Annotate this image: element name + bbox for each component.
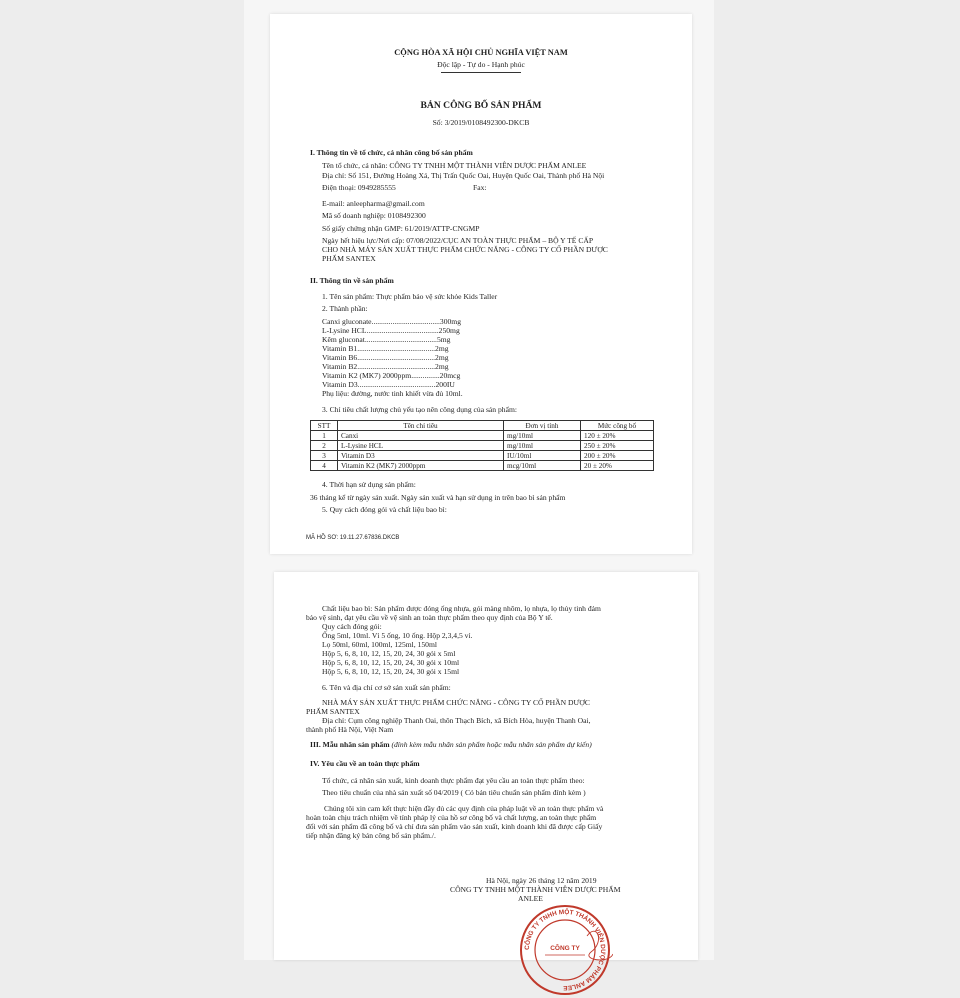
ingredient-row: Vitamin D3.........................................200IU (322, 380, 455, 389)
section-3-heading: III. Mẫu nhãn sản phẩm (đính kèm mẫu nhãn sản phẩm hoặc mẫu nhãn sản phẩm dự kiến) (310, 740, 592, 749)
org-phone: Điện thoại: 0949285555 (322, 183, 396, 192)
table-row (311, 441, 654, 451)
manufacturer-line: Địa chỉ: Cụm công nghiệp Thanh Oai, thôn Thạch Bích, xã Bích Hòa, huyện Thanh Oai, (322, 716, 591, 725)
table-cell: 3 (311, 451, 338, 461)
company-seal-stamp (517, 902, 613, 998)
table-header-cell: STT (311, 421, 338, 431)
signature-date: Hà Nội, ngày 26 tháng 12 năm 2019 (486, 876, 597, 885)
table-row (311, 461, 654, 471)
manufacturer-line: thành phố Hà Nội, Việt Nam (306, 725, 394, 734)
commitment-line: hoàn toàn chịu trách nhiệm về tính pháp lý của hồ sơ công bố và chất lượng, an toàn thực phẩm (306, 813, 597, 822)
signature-company-line-2: ANLEE (518, 894, 543, 903)
org-tax-code: Mã số doanh nghiệp: 0108492300 (322, 211, 426, 220)
ingredient-row: Kẽm gluconat......................................5mg (322, 335, 451, 344)
table-cell: 200 ± 20% (581, 451, 654, 461)
org-email: E-mail: anleepharma@gmail.com (322, 199, 425, 208)
document-page-2 (274, 572, 698, 992)
ingredient-row: Vitamin B1.........................................2mg (322, 344, 449, 353)
table-header-cell: Tên chỉ tiêu (338, 421, 504, 431)
table-cell: Vitamin D3 (338, 451, 504, 461)
table-header-cell: Đơn vị tính (504, 421, 581, 431)
document-number: Số: 3/2019/0108492300-DKCB (432, 118, 530, 127)
table-cell: 2 (311, 441, 338, 451)
stamp-ring-text: CÔNG TY TNHH MỘT THÀNH VIÊN DƯỢC PHẨM ANLEE (523, 908, 607, 992)
ingredient-row: Canxi gluconate....................................300mg (322, 317, 462, 326)
section-1-heading: I. Thông tin về tổ chức, cá nhân công bố sản phẩm (310, 148, 473, 157)
shelf-life-heading: 4. Thời hạn sử dụng sản phẩm: (322, 480, 416, 489)
table-row (311, 451, 654, 461)
table-cell: mcg/10ml (504, 461, 581, 471)
packaging-line: Quy cách đóng gói: (322, 622, 382, 631)
packaging-line: Hộp 5, 6, 8, 10, 12, 15, 20, 24, 30 gói x 10ml (322, 658, 460, 667)
section-2-heading: II. Thông tin về sản phẩm (310, 276, 394, 285)
validity-line-2: CHO NHÀ MÁY SẢN XUẤT THỰC PHẨM CHỨC NĂNG - CÔNG TY CỔ PHẦN DƯỢC (322, 245, 608, 254)
manufacturer-line: NHÀ MÁY SẢN XUẤT THỰC PHẨM CHỨC NĂNG - CÔNG TY CỔ PHẦN DƯỢC (322, 698, 590, 707)
table-row (311, 431, 654, 441)
table-cell: 4 (311, 461, 338, 471)
motto: Độc lập - Tự do - Hạnh phúc (437, 60, 525, 69)
org-name: Tên tổ chức, cá nhân: CÔNG TY TNHH MỘT THÀNH VIÊN DƯỢC PHẨM ANLEE (322, 161, 587, 170)
org-fax: Fax: (473, 183, 487, 192)
ingredient-row: Vitamin B2.........................................2mg (322, 362, 449, 371)
table-cell: mg/10ml (504, 431, 581, 441)
ingredient-row: Vitamin B6.........................................2mg (322, 353, 449, 362)
packaging-line: Chất liệu bao bì: Sản phẩm được đóng ống nhựa, gói màng nhôm, lọ nhựa, lọ thủy tinh đảm (322, 604, 601, 613)
excipients: Phụ liệu: đường, nước tinh khiết vừa đủ 10ml. (322, 389, 463, 398)
table-cell: 1 (311, 431, 338, 441)
table-cell: L-Lysine HCL (338, 441, 504, 451)
packaging-line: bảo vệ sinh, đạt yêu cầu về vệ sinh an toàn thực phẩm theo quy định của Bộ Y tế. (306, 613, 553, 622)
ingredients-heading: 2. Thành phần: (322, 304, 368, 313)
quality-criteria-heading: 3. Chỉ tiêu chất lượng chủ yếu tạo nên công dụng của sản phẩm: (322, 405, 517, 414)
signature-company-line-1: CÔNG TY TNHH MỘT THÀNH VIÊN DƯỢC PHẨM (450, 885, 621, 894)
quality-criteria-table (310, 420, 654, 471)
ingredient-row: L-Lysine HCL......................................250mg (322, 326, 460, 335)
validity-line-1: Ngày hết hiệu lực/Nơi cấp: 07/08/2022/CỤC AN TOÀN THỰC PHẨM – BỘ Y TẾ CẤP (322, 236, 594, 245)
document-title: BẢN CÔNG BỐ SẢN PHẨM (420, 100, 542, 111)
manufacturer-heading: 6. Tên và địa chỉ cơ sở sản xuất sản phẩm: (322, 683, 451, 692)
validity-line-3: PHẨM SANTEX (322, 254, 376, 263)
food-safety-line: Tổ chức, cá nhân sản xuất, kinh doanh thực phẩm đạt yêu cầu an toàn thực phẩm theo: (322, 776, 585, 785)
country-heading: CỘNG HÒA XÃ HỘI CHỦ NGHĨA VIỆT NAM (394, 48, 568, 57)
packaging-line: Hộp 5, 6, 8, 10, 12, 15, 20, 24, 30 gói x 5ml (322, 649, 456, 658)
gmp-certificate: Số giấy chứng nhận GMP: 61/2019/ATTP-CNGMP (322, 224, 480, 233)
commitment-line: đối với sản phẩm đã công bố và chỉ đưa sản phẩm vào sản xuất, kinh doanh khi đã được cấp Giấy (306, 822, 603, 831)
table-cell: Canxi (338, 431, 504, 441)
manufacturer-line: PHẨM SANTEX (306, 707, 360, 716)
shelf-life: 36 tháng kể từ ngày sản xuất. Ngày sản xuất và hạn sử dụng in trên bao bì sản phẩm (310, 493, 566, 502)
commitment-line: Chúng tôi xin cam kết thực hiện đầy đủ các quy định của pháp luật về an toàn thực phẩm và (324, 804, 604, 813)
section-4-heading: IV. Yêu cầu về an toàn thực phẩm (310, 759, 420, 768)
table-cell: IU/10ml (504, 451, 581, 461)
packaging-heading: 5. Quy cách đóng gói và chất liệu bao bì: (322, 505, 447, 514)
packaging-line: Lọ 50ml, 60ml, 100ml, 125ml, 150ml (322, 640, 437, 649)
stamp-center-text: CÔNG TY (550, 945, 580, 952)
ingredient-row: Vitamin K2 (MK7) 2000ppm...............20mcg (322, 371, 461, 380)
packaging-line: Hộp 5, 6, 8, 10, 12, 15, 20, 24, 30 gói x 15ml (322, 667, 460, 676)
table-cell: mg/10ml (504, 441, 581, 451)
table-cell: Vitamin K2 (MK7) 2000ppm (338, 461, 504, 471)
table-header-cell: Mức công bố (581, 421, 654, 431)
food-safety-line: Theo tiêu chuẩn của nhà sản xuất số 04/2019 ( Có bản tiêu chuẩn sản phẩm đính kèm ) (322, 788, 586, 797)
table-cell: 20 ± 20% (581, 461, 654, 471)
packaging-line: Ống 5ml, 10ml. Vỉ 5 ống, 10 ống. Hộp 2,3,4,5 vỉ. (322, 631, 473, 640)
table-cell: 250 ± 20% (581, 441, 654, 451)
document-page-1 (270, 14, 692, 554)
product-name: 1. Tên sản phẩm: Thực phẩm bảo vệ sức khỏe Kids Taller (322, 292, 498, 301)
dossier-code: MÃ HỒ SƠ: 19.11.27.67836.DKCB (306, 535, 400, 541)
commitment-line: tiếp nhận đăng ký bản công bố sản phẩm./. (306, 831, 436, 840)
table-header-row (311, 421, 654, 431)
table-cell: 120 ± 20% (581, 431, 654, 441)
motto-underline (441, 72, 521, 73)
org-address: Địa chỉ: Số 151, Đường Hoàng Xá, Thị Trấn Quốc Oai, Huyện Quốc Oai, Thành phố Hà Nội (322, 171, 605, 180)
